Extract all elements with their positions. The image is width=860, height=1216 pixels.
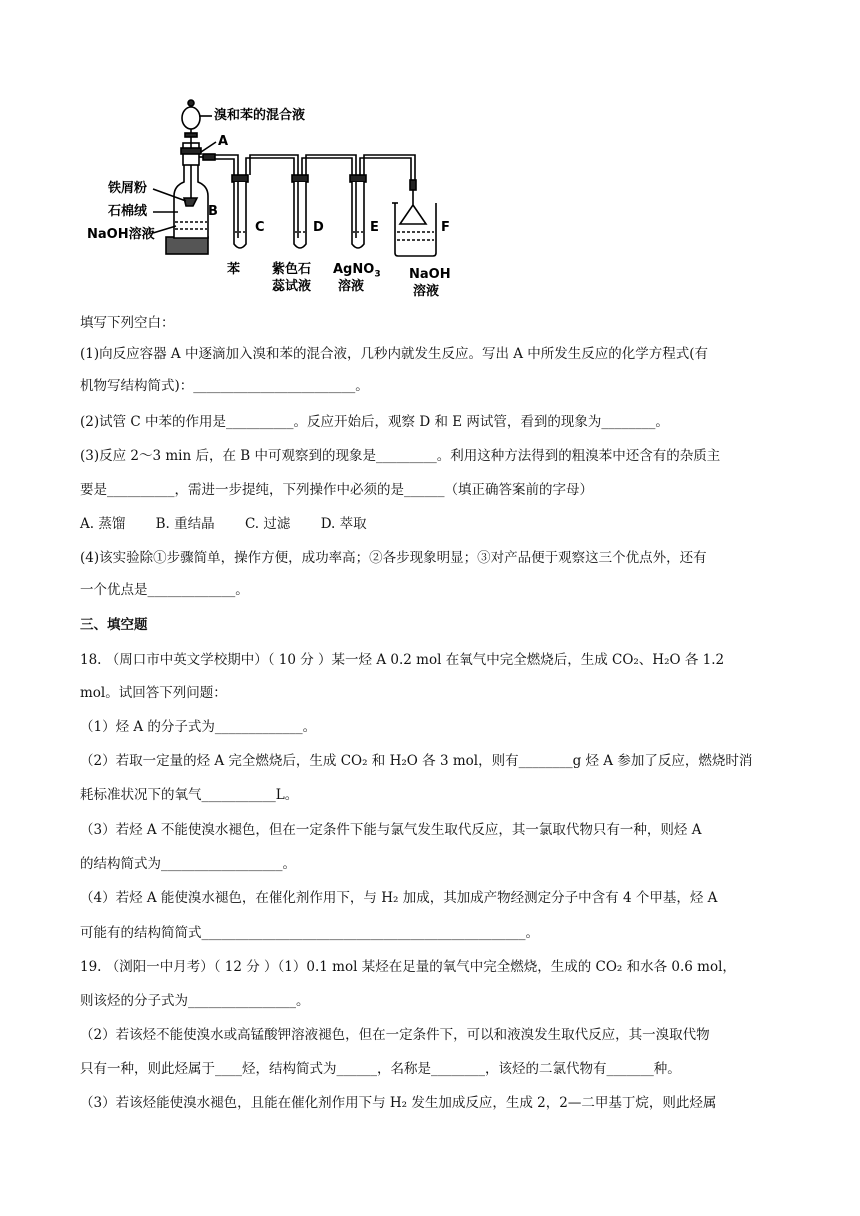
answer-options <box>80 514 780 534</box>
label-naoh-f-line2: 溶液 <box>413 284 440 299</box>
text-line: (4)该实验除①步骤简单，操作方便，成功率高；②各步现象明显；③对产品便于观察这三个优点外，还有 <box>80 550 707 566</box>
text-line: 一个优点是_____________。 <box>80 582 249 598</box>
label-beaker-f: F <box>441 220 450 235</box>
text-line: 可能有的结构简简式________________________________________________。 <box>80 925 539 941</box>
label-benzene: 苯 <box>227 262 241 277</box>
label-agno3-solution: 溶液 <box>338 279 365 294</box>
label-bromine-benzene-mixture: 溴和苯的混合液 <box>214 108 306 123</box>
section-heading: 三、填空题 <box>80 617 148 633</box>
text-line: 18. （周口市中英文学校期中）（ 10 分 ）某一烃 A 0.2 mol 在氧气中完全燃烧后，生成 CO₂、H₂O 各 1.2 <box>80 652 725 668</box>
label-naoh-f-line1: NaOH <box>409 267 451 282</box>
text-line: （1）烃 A 的分子式为_____________。 <box>80 719 317 735</box>
text-line: 的结构简式为__________________。 <box>80 856 296 872</box>
label-litmus-line2: 蕊试液 <box>272 279 312 294</box>
text-line: 填写下列空白： <box>80 315 175 331</box>
label-iron-powder: 铁屑粉 <box>108 181 148 196</box>
label-tube-d: D <box>313 220 324 235</box>
text-line: （3）若烃 A 不能使溴水褪色，但在一定条件下能与氯气发生取代反应，其一氯取代物只有一种，则烃 A <box>80 822 702 838</box>
text-line: （2）若取一定量的烃 A 完全燃烧后，生成 CO₂ 和 H₂O 各 3 mol，则有________g 烃 A 参加了反应，燃烧时消 <box>80 753 753 769</box>
text-line: 19. （浏阳一中月考）（ 12 分 ）（1）0.1 mol 某烃在足量的氧气中完全燃烧，生成的 CO₂ 和水各 0.6 mol， <box>80 959 736 975</box>
label-litmus-line1: 紫色石 <box>272 262 312 277</box>
label-flask-b: B <box>208 204 218 219</box>
text-line: 只有一种，则此烃属于____烃，结构简式为______，名称是________，该烃的二氯代物有_______种。 <box>80 1061 681 1077</box>
label-tube-e: E <box>370 220 379 235</box>
option-d: D. 萃取 <box>320 516 367 532</box>
label-container-a: A <box>218 134 229 149</box>
text-line: （3）若该烃能使溴水褪色，且能在催化剂作用下与 H₂ 发生加成反应，生成 2，2—二甲基丁烷，则此烃属 <box>80 1095 717 1111</box>
text-line: 则该烃的分子式为________________。 <box>80 993 310 1009</box>
text-line: （2）若该烃不能使溴水或高锰酸钾溶液褪色，但在一定条件下，可以和液溴发生取代反应，其一溴取代物 <box>80 1027 710 1043</box>
option-c: C. 过滤 <box>244 516 291 532</box>
apparatus-diagram <box>0 0 860 310</box>
text-line: (2)试管 C 中苯的作用是__________。反应开始后，观察 D 和 E 两试管，看到的现象为________。 <box>80 414 669 430</box>
label-agno3-formula: AgNO$_3$ <box>333 262 381 280</box>
text-line: (1)向反应容器 A 中逐滴加入溴和苯的混合液，几秒内就发生反应。写出 A 中所发生反应的化学方程式(有 <box>80 346 709 362</box>
text-line: 耗标准状况下的氧气___________L。 <box>80 787 299 803</box>
text-line: （4）若烃 A 能使溴水褪色，在催化剂作用下，与 H₂ 加成，其加成产物经测定分子中含有 4 个甲基，烃 A <box>80 890 718 906</box>
text-line: 机物写结构简式)：________________________。 <box>80 378 369 394</box>
label-asbestos: 石棉绒 <box>108 204 148 219</box>
text-line: mol。试回答下列问题： <box>80 685 227 701</box>
label-tube-c: C <box>255 220 265 235</box>
label-naoh-solution-b: NaOH溶液 <box>87 227 155 242</box>
apparatus-drawing <box>0 0 860 310</box>
text-line: (3)反应 2～3 min 后，在 B 中可观察到的现象是_________。利用这种方法得到的粗溴苯中还含有的杂质主 <box>80 448 721 464</box>
option-a: A. 蒸馏 <box>80 516 126 532</box>
option-b: B. 重结晶 <box>155 516 215 532</box>
text-line: 要是__________，需进一步提纯，下列操作中必须的是______（填正确答案前的字母） <box>80 482 593 498</box>
